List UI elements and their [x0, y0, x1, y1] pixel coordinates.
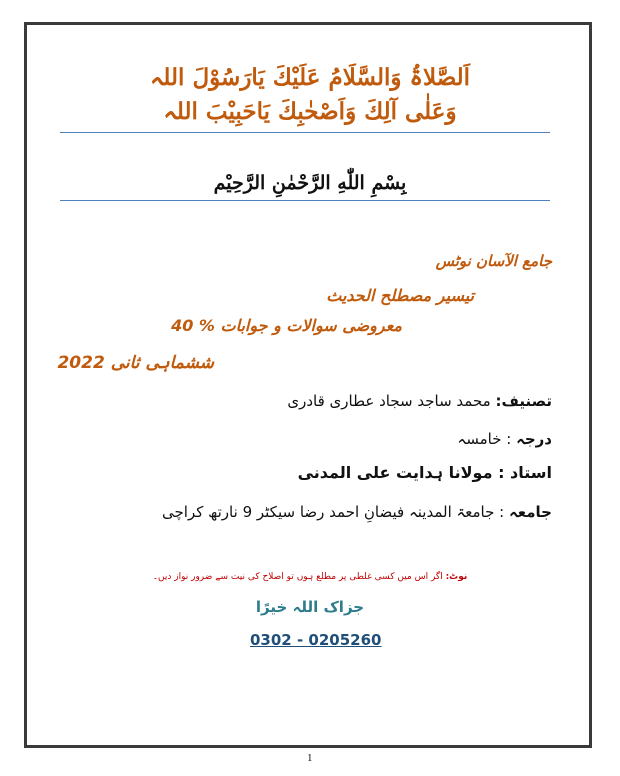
- bismillah: بِسْمِ اللّٰهِ الرَّحْمٰنِ الرَّحِيْم: [213, 172, 407, 194]
- note-text: اگر اس میں کسی غلطی پر مطلع ہوں تو اصلاح کی نیت سے ضرور نواز دیں۔: [152, 572, 446, 582]
- note-label: نوٹ:: [445, 572, 468, 582]
- salat-line-1: اَلصَّلاۃُ وَالسَّلَامُ عَلَیْكَ یَارَسُوْلَ اللہ: [149, 64, 471, 91]
- school-value: : جامعۃ المدینہ فیضانِ احمد رضا سیکٹر 9 نارتھ کراچی: [162, 503, 509, 521]
- teacher-value: : مولانا ہدایت علی المدنی: [297, 463, 511, 482]
- teacher-label: استاد: [510, 463, 552, 482]
- school-label: جامعہ: [509, 503, 552, 521]
- author-value: محمد ساجد سجاد عطاری قادری: [287, 392, 496, 410]
- jazak-allah: جزاک اللہ خیرًا: [255, 598, 365, 616]
- phone-number: 0302 - 0205260: [250, 631, 382, 649]
- footer-note: [60, 572, 560, 582]
- divider-bottom: [60, 200, 550, 201]
- author-line: [287, 392, 552, 410]
- grade-label: درجہ: [516, 430, 552, 448]
- subtitle: معروضی سوالات و جوابات % 40: [171, 316, 402, 335]
- book-title: تیسیر مصطلح الحدیث: [326, 286, 474, 305]
- author-label: تصنیف:: [495, 392, 552, 410]
- term-title: ششماہی ثانی 2022: [57, 353, 214, 373]
- page-number: 1: [307, 752, 313, 764]
- grade-value: : خامسہ: [457, 430, 517, 448]
- grade-line: [457, 430, 552, 448]
- divider-top: [60, 132, 550, 133]
- series-title: جامع الآسان نوٹس: [435, 252, 552, 270]
- salat-line-2: وَعَلٰی آلِكَ وَاَصْحٰبِكَ یَاحَبِیْبَ اللہ: [163, 98, 457, 125]
- teacher-line: [298, 463, 552, 482]
- school-line: [162, 503, 552, 521]
